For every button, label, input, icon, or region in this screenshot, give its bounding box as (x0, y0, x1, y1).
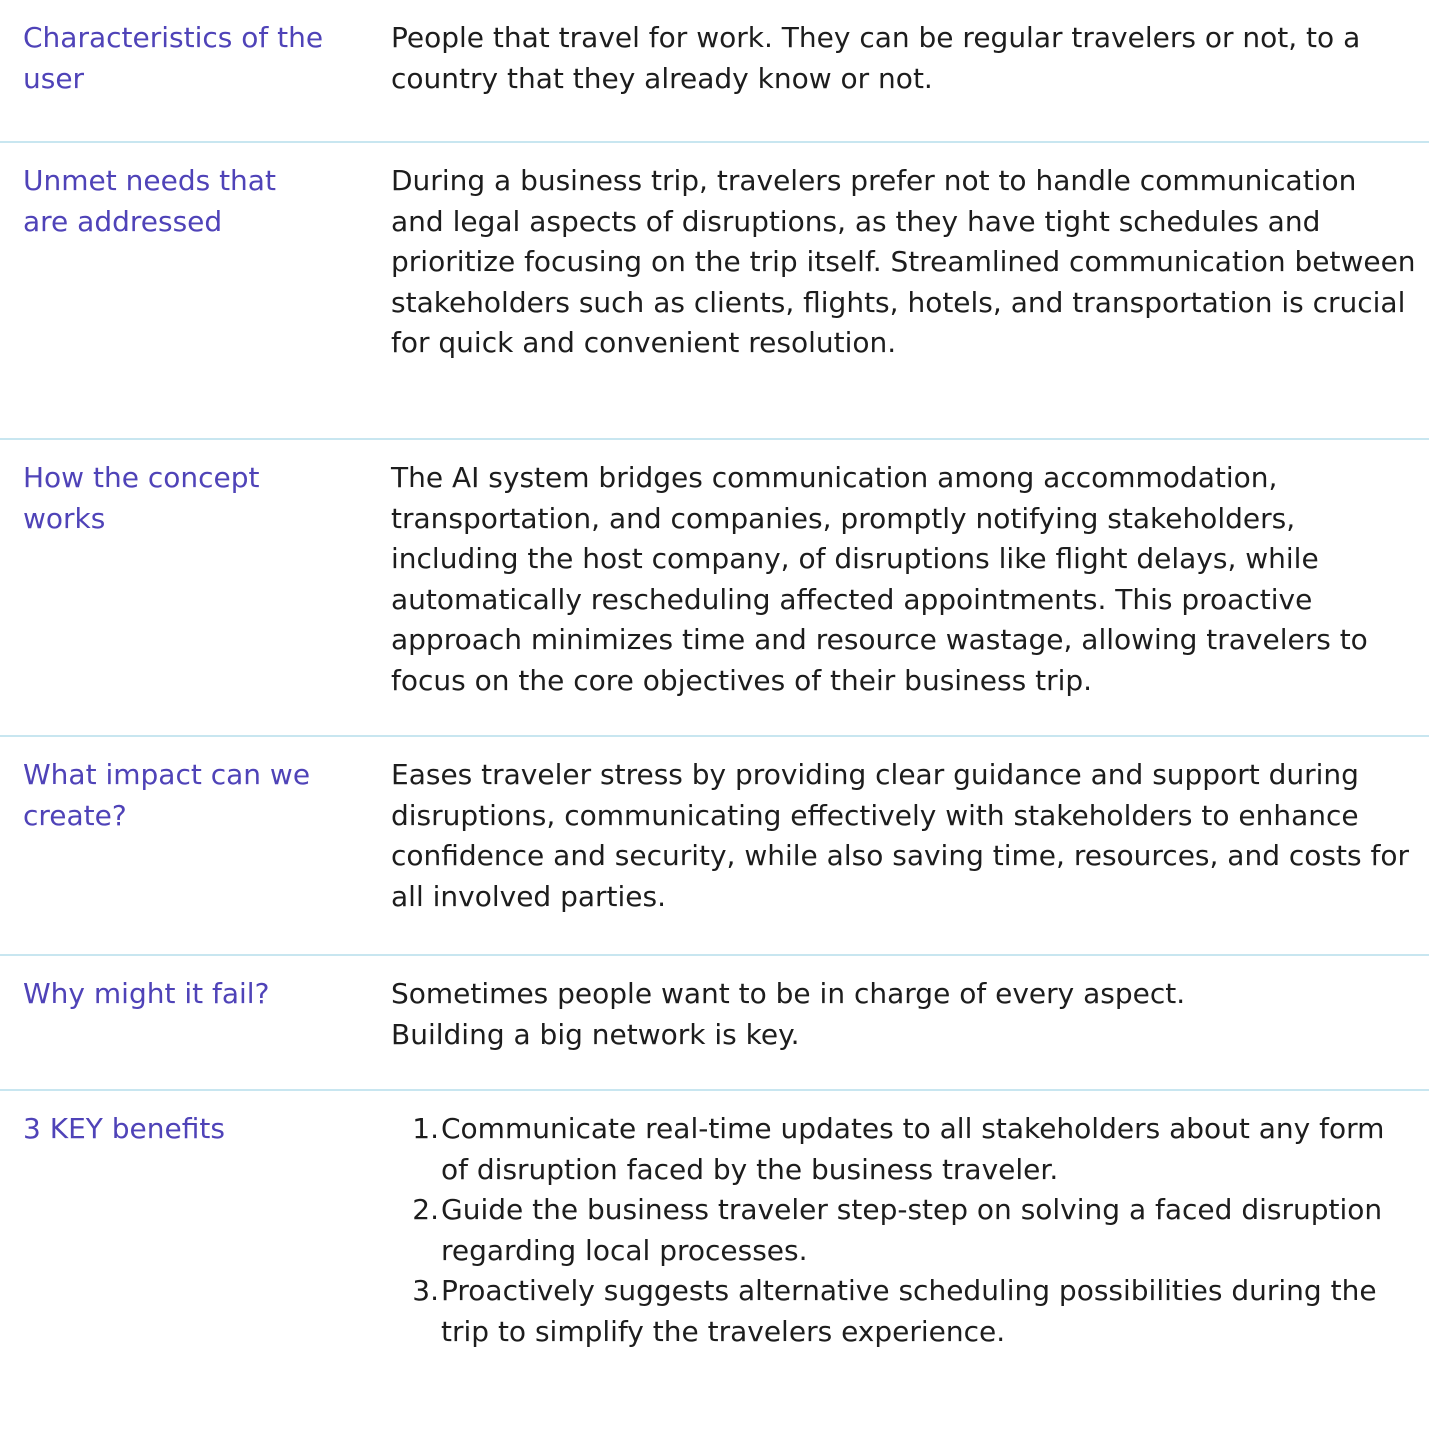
row-content: The AI system bridges communication among accommodation, transportation, and companies, promptly notifying stakeholders, including the host company, of disruptions like flight delays, while automatically rescheduling affected appointments. This proactive approach minimizes time and resource wastage, allowing travelers to focus on the core objectives of their business trip. (391, 461, 1368, 697)
list-number: 3. (412, 1274, 439, 1307)
benefits-list (391, 1109, 1416, 1352)
list-item-text: Communicate real-time updates to all stakeholders about any form of disruption faced by the business traveler. (441, 1112, 1385, 1186)
row-label: Characteristics of the user (23, 21, 324, 95)
content-line: Building a big network is key. (391, 1017, 800, 1051)
row-content: People that travel for work. They can be regular travelers or not, to a country that they already know or not. (391, 21, 1361, 95)
list-item (391, 1271, 1401, 1352)
list-item (391, 1190, 1401, 1271)
row-content (391, 974, 1416, 1055)
list-item-text: Proactively suggests alternative scheduling possibilities during the trip to simplify the travelers experience. (441, 1274, 1377, 1348)
row-label: 3 KEY benefits (23, 1112, 225, 1145)
benefits-list-container (391, 1109, 1416, 1352)
row-content: Eases traveler stress by providing clear guidance and support during disruptions, communicating effectively with stakeholders to enhance confidence and security, while also saving time, resources, and costs for all involved parties. (391, 758, 1409, 913)
list-number: 1. (412, 1112, 439, 1145)
list-number: 2. (412, 1193, 439, 1226)
table-row-unmet-needs (0, 143, 1429, 440)
list-item (391, 1109, 1401, 1190)
table-row-benefits (0, 1091, 1429, 1445)
table-row-user-characteristics (0, 0, 1429, 143)
row-label: How the concept works (23, 461, 260, 535)
list-item-text: Guide the business traveler step-step on solving a faced disruption regarding local processes. (441, 1193, 1383, 1267)
row-content: During a business trip, travelers prefer not to handle communication and legal aspects of disruptions, as they have tight schedules and prioritize focusing on the trip itself. Streamlined communication between stakeholders such as clients, flights, hotels, and transportation is crucial for quick and convenient resolution. (391, 164, 1416, 359)
content-line: Sometimes people want to be in charge of every aspect. (391, 977, 1186, 1010)
row-label: Why might it fail? (23, 977, 270, 1010)
table-row-impact (0, 737, 1429, 956)
table-row-failure (0, 956, 1429, 1091)
row-label: What impact can we create? (23, 758, 311, 832)
row-label: Unmet needs that are addressed (23, 164, 276, 238)
table-row-concept (0, 440, 1429, 737)
